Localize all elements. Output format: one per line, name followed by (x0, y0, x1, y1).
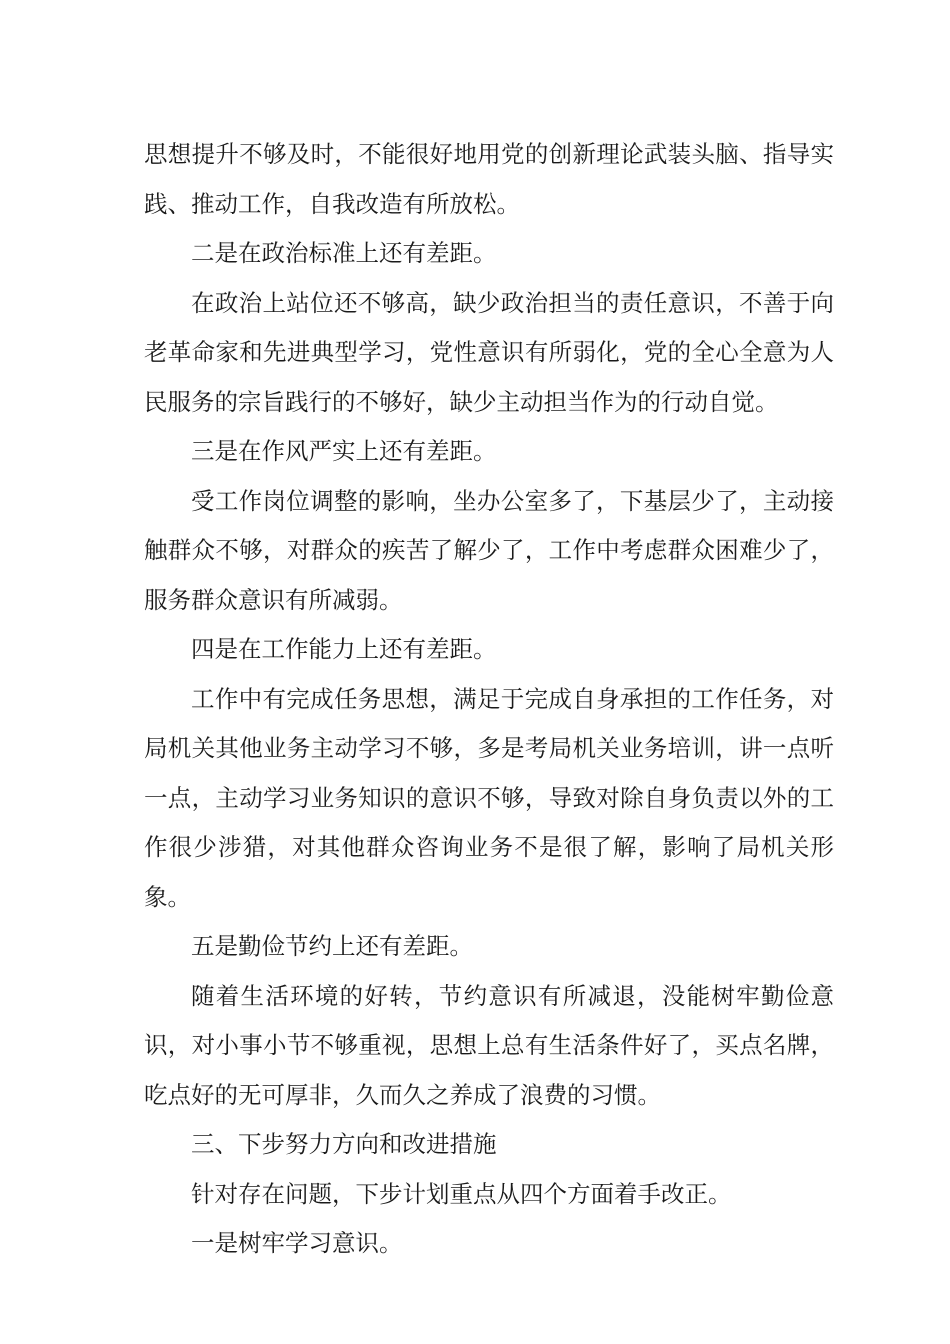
paragraph-4-heading: 三是在作风严实上还有差距。 (191, 437, 497, 465)
paragraph-1: 思想提升不够及时，不能很好地用党的创新理论武装头脑、指导实践、推动工作，自我改造有所放松。 (144, 140, 834, 218)
paragraph-8-heading: 五是勤俭节约上还有差距。 (191, 932, 473, 960)
section-heading: 三、下步努力方向和改进措施 (191, 1130, 497, 1158)
paragraph-9: 随着生活环境的好转，节约意识有所减退，没能树牢勤俭意识，对小事小节不够重视，思想上总有生活条件好了，买点名牌，吃点好的无可厚非，久而久之养成了浪费的习惯。 (144, 981, 834, 1109)
paragraph-5: 受工作岗位调整的影响，坐办公室多了，下基层少了，主动接触群众不够，对群众的疾苦了解少了，工作中考虑群众困难少了，服务群众意识有所减弱。 (144, 486, 834, 614)
paragraph-3: 在政治上站位还不够高，缺少政治担当的责任意识，不善于向老革命家和先进典型学习，党性意识有所弱化，党的全心全意为人民服务的宗旨践行的不够好，缺少主动担当作为的行动自觉。 (144, 288, 834, 416)
paragraph-11: 针对存在问题，下步计划重点从四个方面着手改正。 (191, 1179, 732, 1208)
paragraph-6-heading: 四是在工作能力上还有差距。 (191, 635, 497, 663)
paragraph-12-heading: 一是树牢学习意识。 (191, 1229, 403, 1257)
document-body (144, 130, 834, 1269)
paragraph-2-heading: 二是在政治标准上还有差距。 (191, 239, 497, 267)
paragraph-7: 工作中有完成任务思想，满足于完成自身承担的工作任务，对局机关其他业务主动学习不够，多是考局机关业务培训，讲一点听一点，主动学习业务知识的意识不够，导致对除自身负责以外的工作很少涉猎，对其他群众咨询业务不是很了解，影响了局机关形象。 (144, 684, 834, 911)
